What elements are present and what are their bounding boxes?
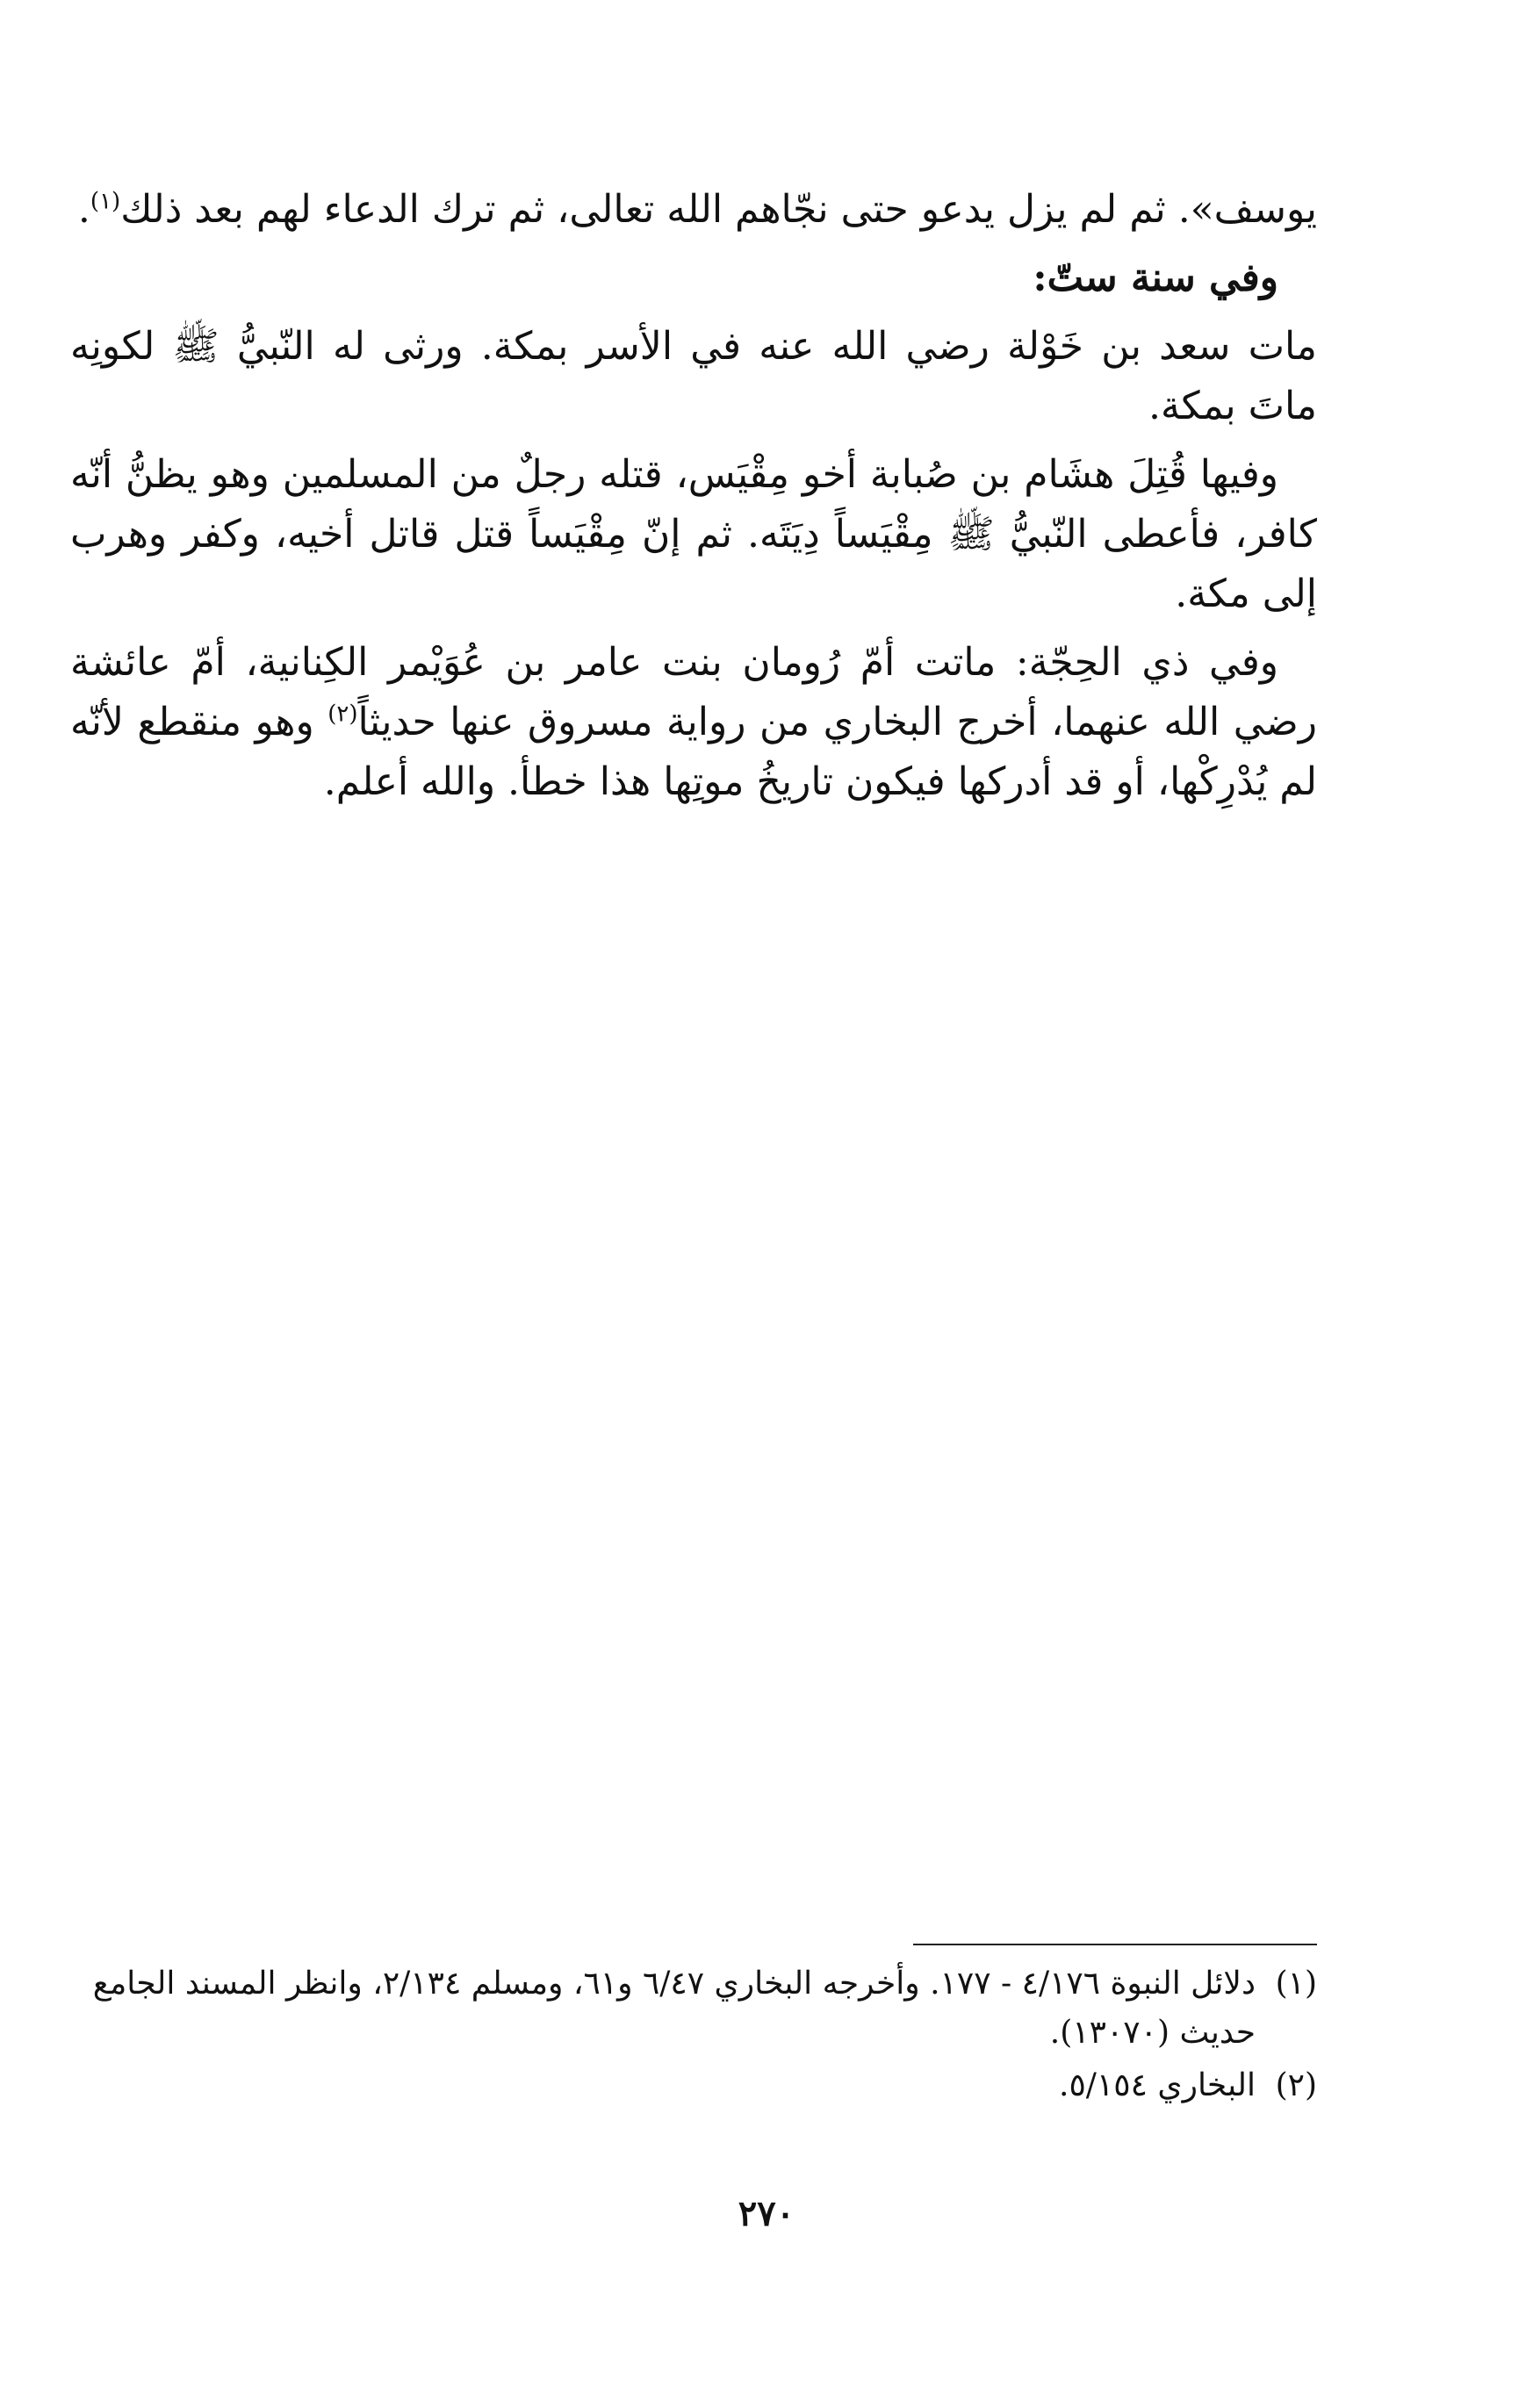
paragraph-2: مات سعد بن خَوْلة رضي الله عنه في الأسر بمكة. ورثى له النّبيُّ ﷺ لكونِه ماتَ بمكة.	[70, 324, 1317, 428]
footnote-divider	[913, 1944, 1317, 1945]
page-number: ٢٧٠	[738, 2193, 795, 2234]
footnote-1-number: (١)	[1275, 1966, 1317, 2002]
paragraph-4-text-before: وفي ذي الحِجّة: ماتت أمّ رُومان بنت عامر بن عُوَيْمر الكِنانية، أمّ عائشة رضي الله عنهما، أخرج البخاري من رواية مسروق عنها حديثاً	[70, 640, 1318, 744]
paragraph-3: وفيها قُتِلَ هشَام بن صُبابة أخو مِقْيَس، قتله رجلٌ من المسلمين وهو يظنُّ أنّه كافر، فأعطى النّبيُّ ﷺ مِقْيَساً دِيَتَه. ثم إنّ مِقْيَساً قتل قاتل أخيه، وكفر وهرب إلى مكة.	[70, 452, 1317, 616]
paragraph-1-end: .	[77, 187, 90, 232]
paragraph-1	[70, 180, 1317, 240]
paragraph-4	[70, 633, 1317, 812]
footnote-1	[70, 1959, 1317, 2058]
footnote-1-text: دلائل النبوة ٤/١٧٦ - ١٧٧. وأخرجه البخاري ٦/٤٧ و٦١، ومسلم ٢/١٣٤، وانظر المسند الجامع حديث (١٣٠٧٠).	[92, 1966, 1256, 2051]
paragraph-1-text: يوسف». ثم لم يزل يدعو حتى نجّاهم الله تعالى، ثم ترك الدعاء لهم بعد ذلك	[120, 187, 1317, 232]
footnote-ref-2: (٢)	[327, 701, 358, 728]
footnote-2-text: البخاري ٥/١٥٤.	[1059, 2067, 1256, 2103]
section-heading: وفي سنة ستّ:	[1033, 255, 1278, 300]
footnote-2-number: (٢)	[1275, 2067, 1317, 2103]
footnote-2	[70, 2061, 1317, 2110]
footnotes	[70, 1959, 1317, 2114]
paragraph-4-text-after: وهو منقطع لأنّه لم يُدْرِكْها، أو قد أدركها فيكون تاريخُ موتِها هذا خطأ. والله أعلم.	[70, 700, 1317, 804]
main-text	[70, 180, 1317, 821]
footnote-ref-1: (١)	[90, 188, 121, 215]
